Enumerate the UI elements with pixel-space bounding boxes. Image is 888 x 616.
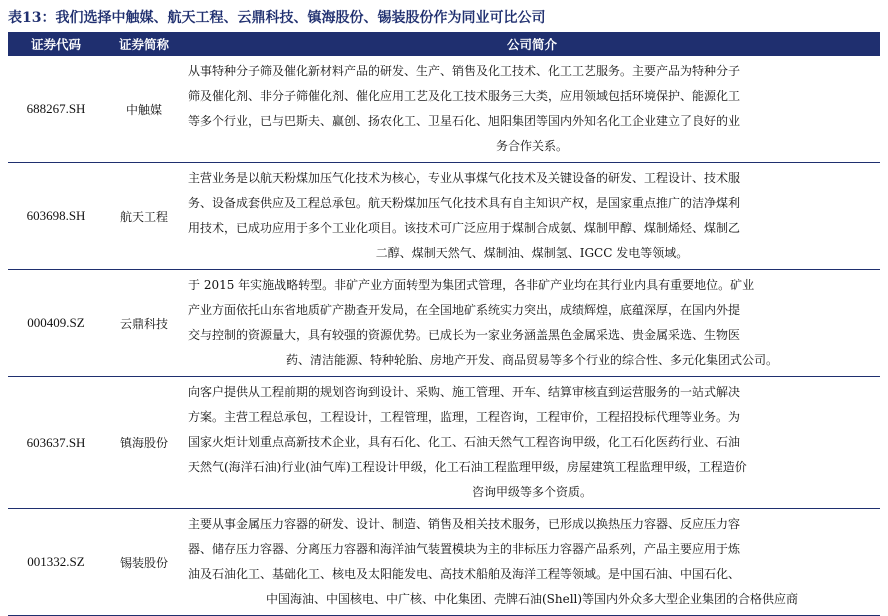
desc-line: 方案。主营工程总承包，工程设计，工程管理，监理，工程咨询，工程审价，工程招投标代理等业务。为 — [188, 410, 741, 424]
desc-line: 务合作关系。 — [495, 139, 568, 153]
comparable-companies-table — [8, 32, 880, 616]
table-row — [8, 377, 880, 509]
desc-line: 交与控制的资源量大，具有较强的资源优势。已成长为一家业务涵盖黑色金属采选、贵金属采选、生物医 — [188, 328, 741, 342]
row-name: 锡装股份 — [104, 509, 184, 616]
table-row — [8, 270, 880, 377]
row-desc — [184, 270, 880, 377]
row-code: 603698.SH — [8, 163, 104, 270]
row-code: 001332.SZ — [8, 509, 104, 616]
desc-line: 中国海油、中国核电、中广核、中化集团、壳牌石油(Shell)等国内外众多大型企业集团的合格供应商 — [265, 592, 799, 606]
desc-line: 从事特种分子筛及催化新材料产品的研发、生产、销售及化工技术、化工工艺服务。主要产品为特种分子 — [188, 64, 741, 78]
header-code: 证券代码 — [8, 32, 104, 56]
row-desc — [184, 56, 880, 163]
row-code: 688267.SH — [8, 56, 104, 163]
desc-line: 器、储存压力容器、分离压力容器和海洋油气装置模块为主的非标压力容器产品系列，产品主要应用于炼 — [188, 542, 741, 556]
row-name: 云鼎科技 — [104, 270, 184, 377]
desc-line: 用技术，已成功应用于多个工业化项目。该技术可广泛应用于煤制合成氨、煤制甲醇、煤制烯烃、煤制乙 — [188, 221, 741, 235]
desc-line: 主营业务是以航天粉煤加压气化技术为核心，专业从事煤气化技术及关键设备的研发、工程设计、技术服 — [188, 171, 741, 185]
desc-line: 主要从事金属压力容器的研发、设计、制造、销售及相关技术服务，已形成以换热压力容器、反应压力容 — [188, 517, 741, 531]
desc-line: 国家火炬计划重点高新技术企业，具有石化、化工、石油天然气工程咨询甲级，化工石化医药行业、石油 — [188, 435, 741, 449]
row-code: 603637.SH — [8, 377, 104, 509]
desc-line: 咨询甲级等多个资质。 — [471, 485, 592, 499]
row-desc — [184, 509, 880, 616]
row-code: 000409.SZ — [8, 270, 104, 377]
desc-line: 油及石油化工、基础化工、核电及太阳能发电、高技术船舶及海洋工程等领域。是中国石油、中国石化、 — [188, 567, 741, 581]
desc-line: 务、设备成套供应及工程总承包。航天粉煤加压气化技术具有自主知识产权，是国家重点推广的洁净煤利 — [188, 196, 741, 210]
row-desc — [184, 163, 880, 270]
desc-line: 天然气(海洋石油)行业(油气库)工程设计甲级，化工石油工程监理甲级，房屋建筑工程监理甲级，工程造价 — [188, 460, 747, 474]
row-name: 镇海股份 — [104, 377, 184, 509]
row-desc — [184, 377, 880, 509]
table-title: 表13：我们选择中触媒、航天工程、云鼎科技、镇海股份、锡装股份作为同业可比公司 — [8, 10, 546, 26]
table-header-row — [8, 32, 880, 56]
header-desc: 公司简介 — [184, 32, 880, 56]
table-row — [8, 56, 880, 163]
row-name: 航天工程 — [104, 163, 184, 270]
desc-line: 等多个行业，已与巴斯夫、赢创、扬农化工、卫星石化、旭阳集团等国内外知名化工企业建立了良好的业 — [188, 114, 741, 128]
desc-line: 药、清洁能源、特种轮胎、房地产开发、商品贸易等多个行业的综合性、多元化集团式公司。 — [285, 353, 778, 367]
desc-line: 向客户提供从工程前期的规划咨询到设计、采购、施工管理、开车、结算审核直到运营服务的一站式解决 — [188, 385, 741, 399]
desc-line: 二醇、煤制天然气、煤制油、煤制氢、IGCC 发电等领域。 — [375, 246, 689, 260]
desc-line: 筛及催化剂、非分子筛催化剂、催化应用工艺及化工技术服务三大类，应用领域包括环境保护、能源化工 — [188, 89, 741, 103]
desc-line: 于 2015 年实施战略转型。非矿产业方面转型为集团式管理，各非矿产业均在其行业内具有重要地位。矿业 — [188, 278, 755, 292]
desc-line: 产业方面依托山东省地质矿产勘查开发局，在全国地矿系统实力突出，成绩辉煌，底蕴深厚，在国内外提 — [188, 303, 741, 317]
row-name: 中触媒 — [104, 56, 184, 163]
header-name: 证券简称 — [104, 32, 184, 56]
table-row — [8, 509, 880, 616]
table-row — [8, 163, 880, 270]
